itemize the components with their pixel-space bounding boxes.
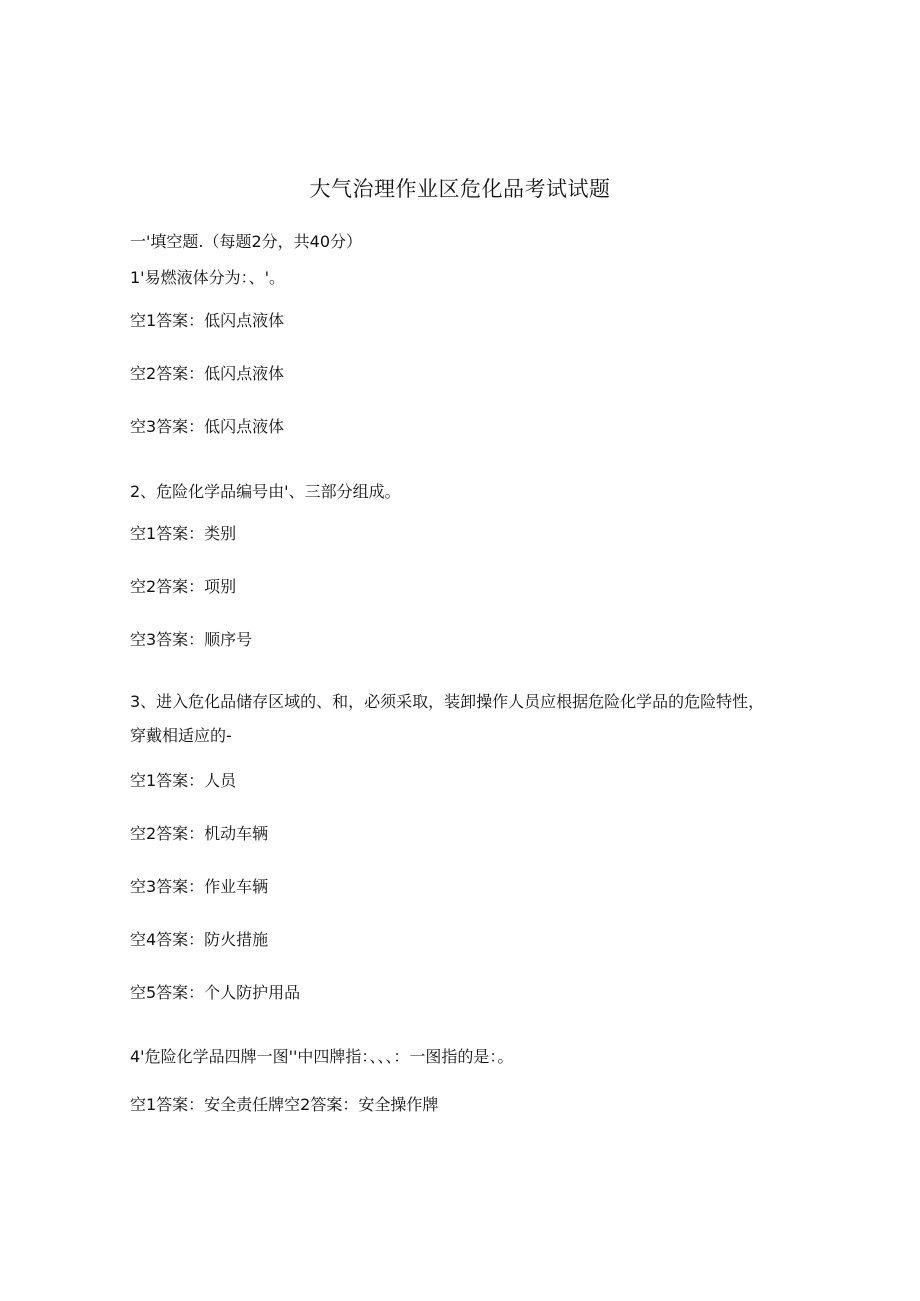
question-2-answer-3: 空3答案：顺序号: [130, 630, 253, 649]
question-1-text: 1'易燃液体分为：、'。: [130, 268, 285, 287]
document-title: 大气治理作业区危化品考试试题: [309, 177, 611, 201]
question-3-answer-1: 空1答案：人员: [130, 771, 237, 790]
question-4-answer-1: 空1答案：安全责任牌空2答案：安全操作牌: [130, 1095, 439, 1114]
question-3-text: 3、进入危化品储存区域的、和，必须采取，装卸操作人员应根据危险化学品的危险特性，穿戴相适应的-: [130, 692, 765, 745]
question-3-answer-5: 空5答案：个人防护用品: [130, 983, 301, 1002]
question-1-answer-3: 空3答案：低闪点液体: [130, 417, 285, 436]
question-1-answer-2: 空2答案：低闪点液体: [130, 364, 285, 383]
question-2-answer-1: 空1答案：类别: [130, 524, 237, 543]
section-heading: 一'填空题.（每题2分，共40分）: [130, 232, 363, 251]
question-3-answer-4: 空4答案：防火措施: [130, 930, 269, 949]
question-3-answer-3: 空3答案：作业车辆: [130, 877, 269, 896]
question-2-text: 2、危险化学品编号由'、三部分组成。: [130, 482, 401, 501]
question-3-answer-2: 空2答案：机动车辆: [130, 824, 269, 843]
question-4-text: 4'危险化学品四牌一图''中四牌指：、、、：一图指的是：。: [130, 1047, 514, 1066]
question-1-answer-1: 空1答案：低闪点液体: [130, 311, 285, 330]
question-2-answer-2: 空2答案：项别: [130, 577, 237, 596]
